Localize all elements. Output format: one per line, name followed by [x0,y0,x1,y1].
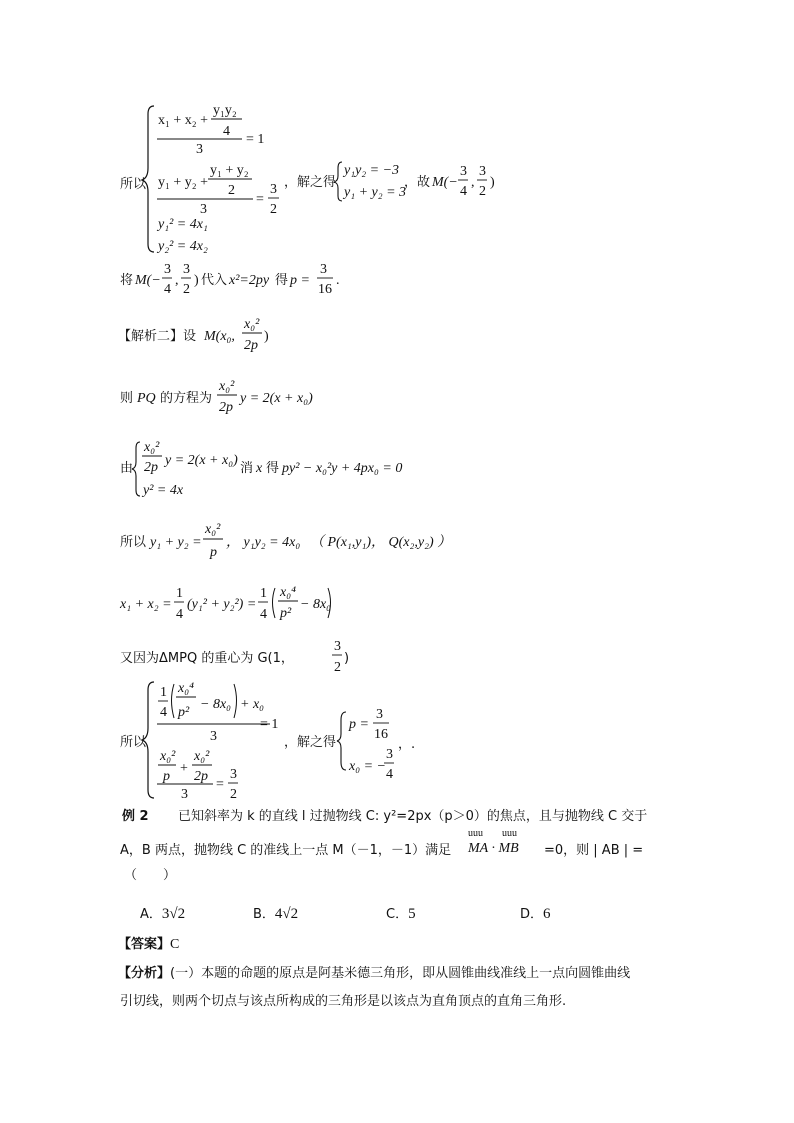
prod: ， y₁y₂ = 4x₀ [226,535,301,550]
svg-text:2p: 2p [219,400,233,415]
svg-text:x₀²: x₀² [219,379,235,394]
svg-text:x₀⁴: x₀⁴ [280,585,296,600]
from-label: 由 [120,461,134,476]
therefore-label: ，故 [404,175,431,190]
pq-label: PQ [137,391,156,406]
analysis-text-1: (一）本题的命题的原点是阿基米德三角形，即从圆锥曲线准线上一点向圆锥曲线 [170,966,631,981]
svg-text:x₀⁴: x₀⁴ [178,681,194,696]
m-def: M(x₀, [204,329,235,344]
option-d-label: D． [520,907,544,922]
svg-text:): ) [490,175,495,190]
final-x0-den: 4 [386,767,393,782]
svg-text:3: 3 [181,787,188,802]
final-p-num: 3 [376,707,383,722]
svg-text:): ) [194,273,199,288]
svg-text:p²: p² [280,606,292,621]
eq4: y₂² = 4x₂ [158,239,208,254]
svg-text:2: 2 [183,282,190,297]
eq1-numerator: x₁ + x₂ + [158,113,209,128]
sum-lhs: y₁ + y₂ = [150,535,202,550]
final-x0: x₀ = − [349,759,386,774]
eq2-rhs-den: 2 [270,202,277,217]
eq2-frac-den: 2 [228,183,235,198]
option-c-label: C． [386,907,409,922]
svg-text:4: 4 [260,607,267,622]
then-label: 则 [120,391,134,406]
line-eq-label: 的方程为 [160,391,213,406]
parabola-eq: x²=2py [229,273,270,288]
eq3: y₁² = 4x₁ [158,217,208,232]
example-paren: （ ） [124,868,177,883]
p-num: 3 [320,262,327,277]
my-den: 2 [479,184,486,199]
p-den: 16 [318,282,332,297]
option-a-value: 3√2 [161,906,186,922]
option-d[interactable] [520,903,551,923]
p-value: p = [290,273,310,288]
eq1-den: 3 [196,142,203,157]
svg-text:− 8x₀: − 8x₀ [200,697,232,712]
final-x0-num: 3 [386,747,393,762]
svg-text:3: 3 [164,262,171,277]
option-d-value: 6 [543,906,551,922]
svg-text:x₀²: x₀² [194,749,210,764]
svg-text:uuu: uuu [468,828,483,839]
centroid-text: 又因为ΔMPQ 的重心为 G(1， [120,651,294,666]
sum-den: p [210,545,217,560]
xsum-line [0,582,794,626]
analysis-label: 【分析】 [118,966,171,981]
eq1-frac-den: 4 [223,124,230,139]
centroid-line [0,636,794,676]
final-p: p = [349,717,369,732]
mx-num: 3 [460,164,467,179]
sys2-rhs: y = 2(x + x₀) [165,453,238,468]
svg-text:1: 1 [260,586,267,601]
m-point: M(− [432,175,458,190]
so-label: 所以 [120,177,147,192]
eq1-frac-num: y₁y₂ [213,103,237,118]
final-tail: ，. [398,737,416,752]
final-p-den: 16 [374,727,388,742]
points: （ P(x₁,y₁)， Q(x₂,y₂) ） [310,535,452,550]
svg-text:.: . [336,273,340,288]
elim-get: 得 [266,461,280,476]
svg-text:3: 3 [183,262,190,277]
svg-text:2: 2 [230,787,237,802]
final-solve-label: ，解之得 [284,735,337,750]
sys2-parabola: y² = 4x [143,483,184,498]
svg-text:3: 3 [230,767,237,782]
svg-text:=: = [216,777,224,792]
answer-label: 【答案】 [118,937,171,952]
svg-text:1: 1 [160,685,167,700]
svg-text:p: p [163,769,170,784]
analysis-text-2: 引切线，则两个切点与该点所构成的三角形是以该点为直角顶点的直角三角形. [120,994,567,1009]
analysis-line-1 [118,962,630,981]
xsum-mid: (y₁² + y₂²) = [187,597,257,612]
svg-text:M(−: M(− [135,273,161,288]
option-a-label: A． [140,907,162,922]
eq2-numerator: y₁ + y₂ + [158,175,209,190]
vector-expression [466,828,546,858]
svg-text:2p: 2p [194,769,208,784]
svg-text:x₀²: x₀² [160,749,176,764]
option-a[interactable] [140,903,185,923]
xsum-tail: − 8x₀ [300,597,332,612]
svg-text:2: 2 [334,660,341,675]
mx-den: 4 [460,184,467,199]
option-c-value: 5 [408,906,416,922]
svg-text:4: 4 [164,282,171,297]
final-system [0,678,794,802]
option-b-value: 4√2 [274,906,299,922]
vector-text: MA · MB [468,841,519,856]
elim-label: 消 [240,461,254,476]
example-text-1: 已知斜率为 k 的直线 l 过抛物线 C: y²=2px（p＞0）的焦点，且与抛物线 C 交于 [178,809,648,824]
svg-text:4: 4 [160,705,167,720]
eq2-rhs-num: 3 [270,182,277,197]
svg-text:2p: 2p [144,460,158,475]
vieta-line [0,520,794,564]
eq2-den: 3 [200,202,207,217]
line-rhs: y = 2(x + x₀) [240,391,313,406]
system-two [0,438,794,502]
substitution-line [0,262,794,302]
svg-text:+ x₀: + x₀ [240,697,265,712]
eq2-rhs: = [256,192,264,207]
svg-text:,: , [471,175,475,190]
eq2-frac-num: y₁ + y₂ [210,163,249,178]
example-label: 例 2 [122,809,149,824]
sub-text-2: 代入 [201,273,228,288]
example-text-2b: =0，则 | AB | = [544,843,644,858]
svg-text:): ) [264,329,269,344]
sub-text-3: 得 [275,273,289,288]
elim-x: x [256,461,263,476]
pq-line [0,378,794,418]
option-b[interactable] [253,903,298,923]
sum-num: x₀² [205,522,221,537]
svg-text:,: , [175,273,179,288]
m-def-den: 2p [244,338,258,353]
svg-text:+: + [180,761,188,776]
my-num: 3 [479,164,486,179]
svg-text:uuu: uuu [502,828,517,839]
svg-text:3: 3 [334,639,341,654]
svg-text:3: 3 [210,729,217,744]
svg-text:p²: p² [178,705,190,720]
svg-text:1: 1 [176,586,183,601]
sys-eq1: y₁y₂ = −3 [344,163,400,178]
sub-text-1: 将 [120,273,134,288]
svg-text:x₀²: x₀² [144,440,160,455]
option-b-label: B． [253,907,275,922]
sys-eq2: y₁ + y₂ = 3 [344,185,407,200]
answer-value: C [170,937,180,952]
sum-label: 所以 [120,535,147,550]
example-text-2: A，B 两点，抛物线 C 的准线上一点 M（－1，－1）满足 [120,843,452,858]
option-c[interactable] [386,903,416,923]
final-so-label: 所以 [120,735,147,750]
quadratic: py² − x₀²y + 4px₀ = 0 [282,461,403,476]
sol2-header [0,318,794,358]
eq1-rhs: = 1 [246,132,265,147]
sol2-header-text: 【解析二】设 [118,329,197,344]
svg-text:4: 4 [176,607,183,622]
answer-line [118,933,179,953]
solve-label: ，解之得 [284,175,337,190]
centroid-close: ) [344,651,350,666]
xsum-lhs: x₁ + x₂ = [120,597,172,612]
m-def-num: x₀² [244,317,260,332]
system-one-brace [0,0,794,260]
svg-text:= 1: = 1 [260,717,279,732]
